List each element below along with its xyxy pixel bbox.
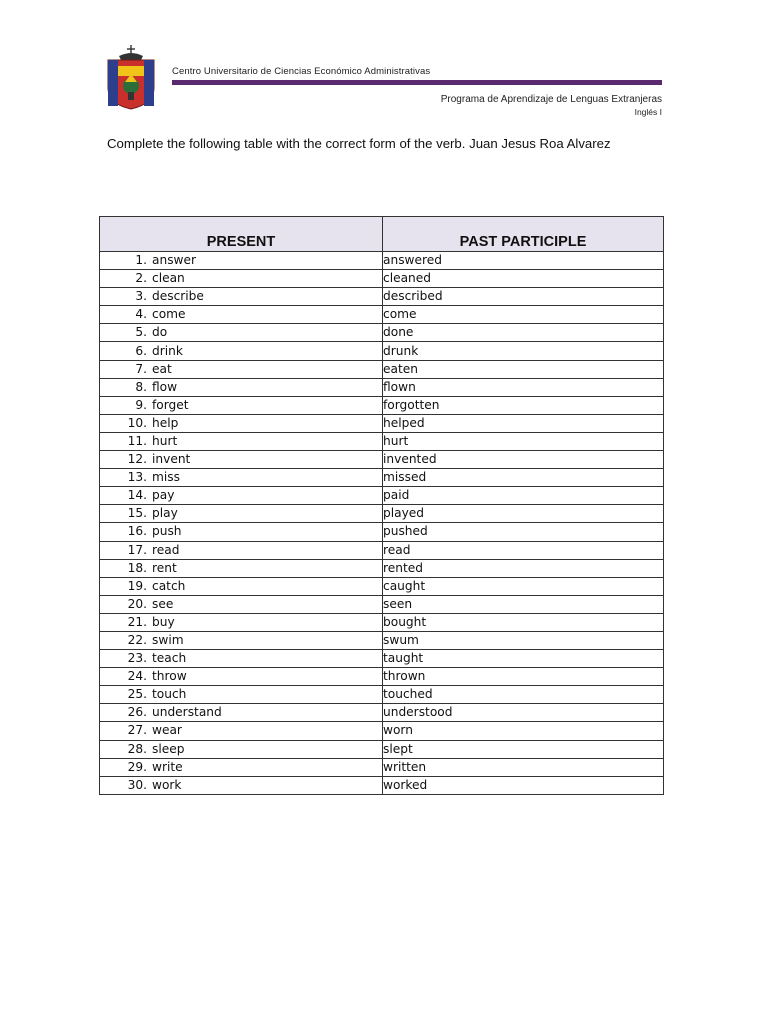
past-participle-cell: played [383, 505, 664, 523]
row-number: 15. [127, 506, 147, 521]
past-participle-cell: thrown [383, 668, 664, 686]
past-participle-cell: read [383, 541, 664, 559]
table-row [100, 577, 664, 595]
present-cell [100, 487, 383, 505]
present-cell [100, 270, 383, 288]
table-row [100, 487, 664, 505]
past-participle-cell: done [383, 324, 664, 342]
past-participle-cell: answered [383, 252, 664, 270]
past-participle-cell: swum [383, 631, 664, 649]
present-verb: eat [152, 361, 172, 376]
present-verb: work [152, 777, 182, 792]
row-number: 9. [135, 397, 147, 412]
course-level: Inglés I [634, 107, 662, 117]
table-row [100, 650, 664, 668]
present-cell [100, 360, 383, 378]
instruction-text: Complete the following table with the correct form of the verb. Juan Jesus Roa Alvarez [107, 136, 611, 151]
table-row [100, 704, 664, 722]
past-participle-cell: worked [383, 776, 664, 794]
present-cell [100, 252, 383, 270]
present-verb: do [152, 325, 168, 340]
header-past-participle: PAST PARTICIPLE [383, 217, 664, 252]
row-number: 8. [135, 379, 147, 394]
present-cell [100, 559, 383, 577]
present-cell [100, 306, 383, 324]
row-number: 2. [135, 271, 147, 286]
present-verb: come [152, 307, 186, 322]
table-header-row [100, 217, 664, 252]
row-number: 11. [127, 433, 147, 448]
row-number: 18. [127, 560, 147, 575]
row-number: 26. [127, 705, 147, 720]
header-present: PRESENT [100, 217, 383, 252]
present-verb: throw [152, 669, 187, 684]
row-number: 21. [127, 614, 147, 629]
table-row [100, 523, 664, 541]
table-row [100, 432, 664, 450]
present-verb: wear [152, 723, 182, 738]
present-cell [100, 577, 383, 595]
present-verb: buy [152, 614, 175, 629]
past-participle-cell: pushed [383, 523, 664, 541]
past-participle-cell: touched [383, 686, 664, 704]
present-cell [100, 378, 383, 396]
present-cell [100, 650, 383, 668]
past-participle-cell: rented [383, 559, 664, 577]
row-number: 4. [135, 307, 147, 322]
past-participle-cell: helped [383, 414, 664, 432]
verb-table-body [100, 252, 664, 795]
past-participle-cell: forgotten [383, 396, 664, 414]
row-number: 5. [135, 325, 147, 340]
present-cell [100, 631, 383, 649]
present-cell [100, 396, 383, 414]
row-number: 14. [127, 488, 147, 503]
present-verb: miss [152, 470, 180, 485]
row-number: 19. [127, 578, 147, 593]
table-row [100, 288, 664, 306]
present-cell [100, 722, 383, 740]
table-row [100, 378, 664, 396]
table-row [100, 613, 664, 631]
past-participle-cell: bought [383, 613, 664, 631]
present-verb: forget [152, 397, 189, 412]
present-verb: understand [152, 705, 222, 720]
present-verb: answer [152, 253, 197, 268]
present-cell [100, 758, 383, 776]
university-crest-icon [104, 44, 158, 110]
present-verb: write [152, 759, 183, 774]
present-verb: pay [152, 488, 175, 503]
present-cell [100, 686, 383, 704]
institution-name: Centro Universitario de Ciencias Económico Administrativas [172, 66, 431, 77]
present-verb: help [152, 415, 179, 430]
row-number: 29. [127, 759, 147, 774]
past-participle-cell: seen [383, 595, 664, 613]
present-cell [100, 740, 383, 758]
present-verb: rent [152, 560, 177, 575]
table-row [100, 270, 664, 288]
row-number: 22. [127, 633, 147, 648]
table-row [100, 451, 664, 469]
present-cell [100, 414, 383, 432]
row-number: 30. [127, 777, 147, 792]
table-row [100, 252, 664, 270]
present-verb: push [152, 524, 182, 539]
table-row [100, 342, 664, 360]
present-cell [100, 469, 383, 487]
row-number: 24. [127, 669, 147, 684]
present-cell [100, 288, 383, 306]
table-row [100, 396, 664, 414]
row-number: 12. [127, 452, 147, 467]
table-row [100, 324, 664, 342]
present-verb: invent [152, 452, 191, 467]
table-row [100, 758, 664, 776]
present-verb: catch [152, 578, 186, 593]
present-verb: clean [152, 271, 185, 286]
past-participle-cell: come [383, 306, 664, 324]
present-verb: see [152, 596, 174, 611]
present-verb: describe [152, 289, 204, 304]
table-row [100, 668, 664, 686]
row-number: 1. [135, 253, 147, 268]
row-number: 23. [127, 651, 147, 666]
row-number: 27. [127, 723, 147, 738]
row-number: 25. [127, 687, 147, 702]
past-participle-cell: worn [383, 722, 664, 740]
row-number: 17. [127, 542, 147, 557]
present-verb: drink [152, 343, 183, 358]
present-verb: touch [152, 687, 187, 702]
row-number: 16. [127, 524, 147, 539]
present-verb: teach [152, 651, 187, 666]
row-number: 13. [127, 470, 147, 485]
row-number: 7. [135, 361, 147, 376]
table-row [100, 776, 664, 794]
header-divider-bar [172, 80, 662, 85]
table-row [100, 541, 664, 559]
past-participle-cell: written [383, 758, 664, 776]
present-cell [100, 613, 383, 631]
past-participle-cell: paid [383, 487, 664, 505]
table-row [100, 686, 664, 704]
table-row [100, 505, 664, 523]
past-participle-cell: taught [383, 650, 664, 668]
past-participle-cell: hurt [383, 432, 664, 450]
past-participle-cell: slept [383, 740, 664, 758]
table-row [100, 414, 664, 432]
present-verb: swim [152, 633, 184, 648]
table-row [100, 559, 664, 577]
past-participle-cell: missed [383, 469, 664, 487]
row-number: 6. [135, 343, 147, 358]
table-row [100, 360, 664, 378]
past-participle-cell: eaten [383, 360, 664, 378]
present-cell [100, 505, 383, 523]
table-row [100, 722, 664, 740]
present-verb: sleep [152, 741, 185, 756]
present-verb: flow [152, 379, 178, 394]
present-cell [100, 342, 383, 360]
present-cell [100, 704, 383, 722]
past-participle-cell: flown [383, 378, 664, 396]
present-cell [100, 541, 383, 559]
present-cell [100, 523, 383, 541]
row-number: 10. [127, 415, 147, 430]
table-row [100, 740, 664, 758]
table-row [100, 631, 664, 649]
present-verb: hurt [152, 433, 178, 448]
present-cell [100, 324, 383, 342]
past-participle-cell: understood [383, 704, 664, 722]
past-participle-cell: invented [383, 451, 664, 469]
present-verb: read [152, 542, 180, 557]
past-participle-cell: drunk [383, 342, 664, 360]
row-number: 3. [135, 289, 147, 304]
present-cell [100, 595, 383, 613]
verb-table [99, 216, 664, 795]
present-cell [100, 668, 383, 686]
row-number: 20. [127, 596, 147, 611]
present-cell [100, 432, 383, 450]
present-cell [100, 451, 383, 469]
past-participle-cell: cleaned [383, 270, 664, 288]
table-row [100, 469, 664, 487]
present-cell [100, 776, 383, 794]
program-name: Programa de Aprendizaje de Lenguas Extranjeras [440, 94, 662, 105]
present-verb: play [152, 506, 178, 521]
table-row [100, 306, 664, 324]
past-participle-cell: described [383, 288, 664, 306]
table-row [100, 595, 664, 613]
row-number: 28. [127, 741, 147, 756]
past-participle-cell: caught [383, 577, 664, 595]
